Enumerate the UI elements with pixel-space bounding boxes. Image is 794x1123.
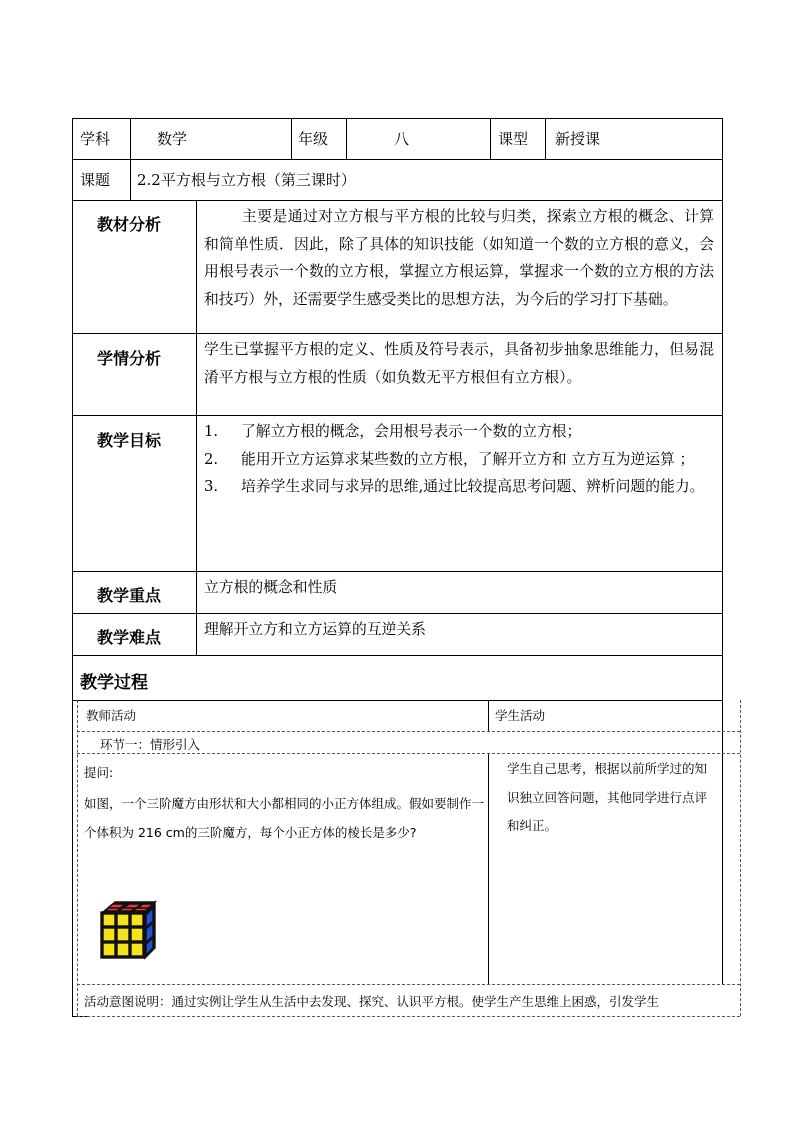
table-border: [196, 200, 197, 655]
objective-number: 2.: [204, 450, 219, 468]
objective-number: 1.: [204, 423, 219, 440]
lesson-type-label: 课型: [498, 130, 529, 148]
objective-item: [204, 473, 714, 501]
objective-item: [204, 446, 714, 474]
topic-value: 2.2平方根与立方根（第三课时）: [137, 171, 356, 189]
key-points-text: 立方根的概念和性质: [204, 579, 338, 596]
material-analysis-label: 教材分析: [97, 215, 162, 234]
table-border: [72, 415, 722, 416]
table-border: [72, 571, 722, 572]
table-border: [72, 613, 722, 614]
table-border: [488, 700, 489, 731]
objectives-label: 教学目标: [97, 431, 162, 450]
student-activity-header: 学生活动: [495, 708, 546, 723]
table-border: [72, 118, 722, 119]
table-border: [291, 118, 292, 159]
dashed-border: [77, 731, 740, 732]
grade-label: 年级: [298, 130, 329, 148]
objective-text: 培养学生求同与求异的思维,通过比较提高思考问题、辨析问题的能力。: [241, 478, 705, 495]
table-border: [545, 118, 546, 159]
objective-text: 能用开立方运算求某些数的立方根，了解开立方和 立方互为逆运算 ；: [241, 450, 695, 468]
dashed-border: [77, 1016, 740, 1017]
table-border: [72, 333, 722, 334]
teacher-activity-header: 教师活动: [86, 708, 137, 723]
dashed-border: [77, 984, 740, 985]
objective-number: 3.: [204, 478, 219, 495]
table-border: [72, 700, 722, 701]
material-analysis-text: 主要是通过对立方根与平方根的比较与归类，探索立方根的概念、计算和简单性质．因此，除了具体的知识技能（如知道一个数的立方根的意义，会用根号表示一个数的立方根，掌握立方根运算，掌握求一个数的立方根的方法和技巧）外，还需要学生感受类比的思想方法，为今后的学习打下基础。: [204, 208, 714, 308]
section-title: 环节一：情形引入: [100, 737, 201, 752]
table-border: [72, 655, 722, 656]
objective-item: [204, 418, 714, 446]
objective-text: 了解立方根的概念，会用根号表示一个数的立方根；: [241, 423, 582, 440]
question-label: 提问:: [84, 765, 114, 780]
student-activity-text: 学生自己思考，根据以前所学过的知识独立回答问题，其他同学进行点评和纠正。: [507, 761, 708, 833]
key-points-label: 教学重点: [97, 586, 162, 605]
question-text: 如图，一个三阶魔方由形状和大小都相同的小正方体组成。假如要制作一个体积为 216 cm的三阶魔方，每个小正方体的棱长是多少?: [84, 796, 485, 840]
difficulties-text: 理解开立方和立方运算的互逆关系: [204, 621, 426, 638]
table-border: [72, 200, 722, 201]
table-border: [722, 118, 723, 731]
dashed-border: [740, 700, 741, 1016]
difficulties-label: 教学难点: [97, 628, 162, 647]
dashed-border: [77, 753, 740, 754]
rubiks-cube-icon: [95, 898, 159, 962]
table-border: [488, 753, 489, 984]
learner-analysis-text: 学生已掌握平方根的定义、性质及符号表示，具备初步抽象思维能力，但易混淆平方根与立方根的性质（如负数无平方根但有立方根）。: [204, 341, 714, 386]
grade-value: 八: [394, 130, 410, 148]
table-border: [72, 159, 722, 160]
subject-value: 数学: [157, 130, 188, 148]
table-border: [346, 118, 347, 159]
objectives-list: [204, 418, 714, 501]
topic-label: 课题: [80, 171, 111, 189]
process-title: 教学过程: [80, 673, 148, 693]
table-border: [130, 118, 131, 200]
activity-intent-text: 活动意图说明：通过实例让学生从生活中去发现、探究、认识平方根。使学生产生思维上困惑，引发学生: [84, 994, 660, 1009]
table-border: [722, 731, 723, 984]
table-border: [490, 118, 491, 159]
table-border: [72, 118, 73, 1016]
subject-label: 学科: [80, 130, 111, 148]
dashed-border: [77, 700, 78, 1016]
lesson-type-value: 新授课: [555, 130, 601, 148]
learner-analysis-label: 学情分析: [97, 349, 162, 368]
